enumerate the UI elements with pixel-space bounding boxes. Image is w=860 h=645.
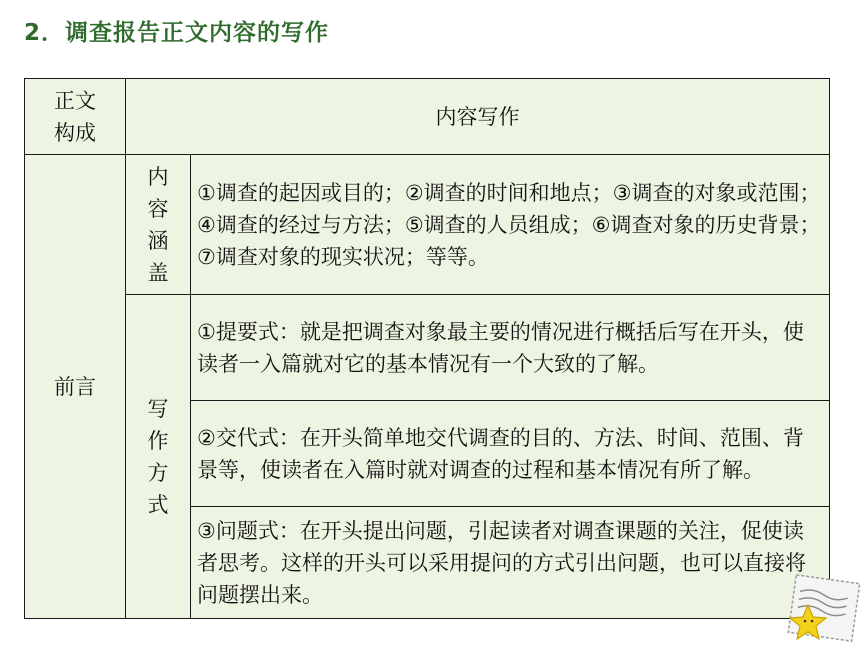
style-question-content: ③问题式：在开头提出问题，引起读者对调查课题的关注，促使读者思考。这样的开头可以采用提问的方式引出问题，也可以直接将问题摆出来。 <box>191 507 830 619</box>
sub-label-writing-style <box>126 295 191 619</box>
sub-label-char: 写 <box>147 396 169 421</box>
sub-label-char: 涵 <box>147 228 169 253</box>
sub-label-char: 作 <box>147 428 169 453</box>
style-explanatory-content: ②交代式：在开头简单地交代调查的目的、方法、时间、范围、背景等，使读者在入篇时就对调查的过程和基本情况有所了解。 <box>191 401 830 507</box>
table-header-row <box>25 79 830 155</box>
style-summary-content: ①提要式：就是把调查对象最主要的情况进行概括后写在开头，使读者一入篇就对它的基本情况有一个大致的了解。 <box>191 295 830 401</box>
table-row <box>25 155 830 295</box>
sub-label-char: 内 <box>147 164 169 189</box>
sub-label-coverage <box>126 155 191 295</box>
sub-label-char: 盖 <box>147 260 169 285</box>
header-composition-line1: 正文 <box>54 88 96 113</box>
sub-label-char: 式 <box>147 492 169 517</box>
header-composition <box>25 79 126 155</box>
section-heading: 2．调查报告正文内容的写作 <box>24 20 330 46</box>
header-composition-line2: 构成 <box>54 120 96 145</box>
content-table <box>24 78 830 619</box>
sub-label-char: 方 <box>147 460 169 485</box>
table-row <box>25 295 830 401</box>
section-label-preface: 前言 <box>25 155 126 619</box>
corner-decoration <box>740 565 860 645</box>
header-content: 内容写作 <box>126 79 830 155</box>
coverage-content: ①调查的起因或目的；②调查的时间和地点；③调查的对象或范围；④调查的经过与方法；⑤调查的人员组成；⑥调查对象的历史背景；⑦调查对象的现实状况；等等。 <box>191 155 830 295</box>
sub-label-char: 容 <box>147 196 169 221</box>
